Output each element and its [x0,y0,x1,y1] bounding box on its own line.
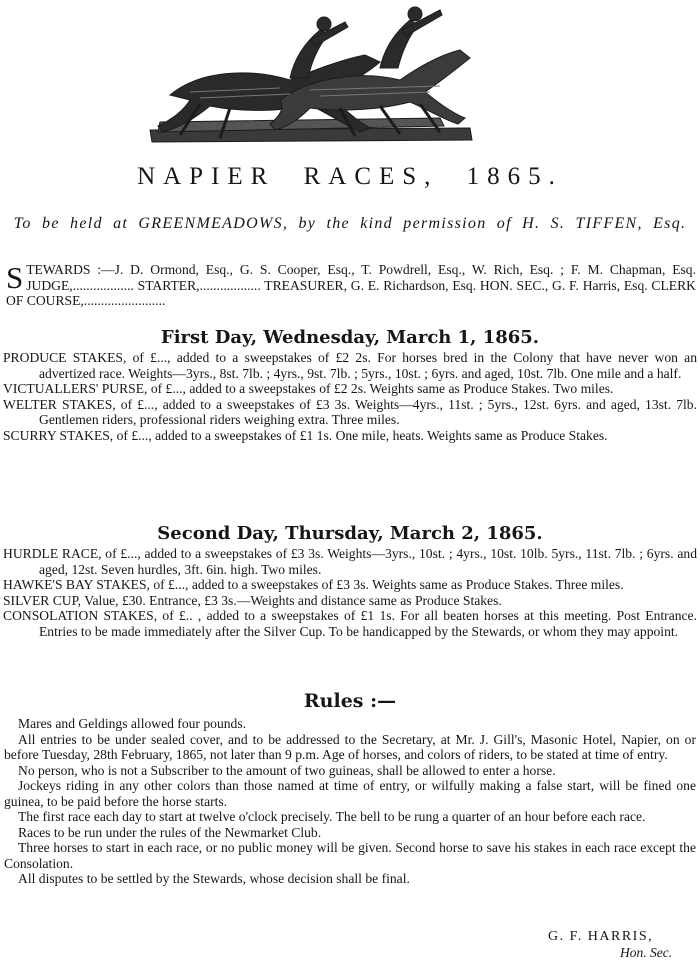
signature-title: Hon. Sec. [620,945,673,960]
first-day-events [3,350,697,443]
poster-subtitle: To be held at GREENMEADOWS, by the kind permission of H. S. TIFFEN, Esq. [13,215,687,232]
rule-item: Three horses to start in each race, or no public money will be given. Second horse to save his stakes in each race except the Consolation. [4,840,696,871]
event-entry: SILVER CUP, Value, £30. Entrance, £3 3s.—Weights and distance same as Produce Stakes. [3,592,502,608]
rule-item: All entries to be under sealed cover, and to be addressed to the Secretary, at Mr. J. Gill's, Masonic Hotel, Napier, on or before Tuesday, 28th February, 1865, not later than 9 p.m. Age of horses, and colors of riders, to be stated at time of entry. [4,731,696,762]
rule-item: Mares and Geldings allowed four pounds. [18,716,247,731]
rule-item: No person, who is not a Subscriber to the amount of two guineas, shall be allowed to enter a horse. [18,762,556,778]
rule-item: The first race each day to start at twelve o'clock precisely. The bell to be rung a quarter of an hour before each race. [18,809,646,824]
first-day-heading: First Day, Wednesday, March 1, 1865. [160,327,540,348]
signature-name: G. F. HARRIS, [548,929,654,944]
rules-heading: Rules :— [303,690,397,712]
event-entry: PRODUCE STAKES, of £..., added to a sweepstakes of £2 2s. For horses bred in the Colony that have never won an advertized race. Weights—3yrs., 8st. 7lb. ; 4yrs., 9st. 7lb. ; 5yrs., 10st. ; 6yrs. and aged, 10st. 7lb. One mile and a half. [3,350,697,381]
event-entry: SCURRY STAKES, of £..., added to a sweepstakes of £1 1s. One mile, heats. Weights same as Produce Stakes. [3,427,608,443]
event-entry: CONSOLATION STAKES, of £.. , added to a sweepstakes of £1 1s. For all beaten horses at this meeting. Post Entrance. Entries to be made immediately after the Silver Cup. To be handicapped by the Stewards, or whom they may appoint. [3,608,697,639]
rule-item: All disputes to be settled by the Stewards, whose decision shall be final. [18,871,410,886]
second-day-events [3,546,697,639]
rule-item: Jockeys riding in any other colors than those named at time of entry, or wilfully making a false start, will be fined one guinea, to be paid before the horse starts. [4,778,696,809]
stewards-text: TEWARDS :—J. D. Ormond, Esq., G. S. Cooper, Esq., T. Powdrell, Esq., W. Rich, Esq. ; F. M. Chapman, Esq. JUDGE,.................. STARTER,.................. TREASURER, G. E. Richardson, Esq. HON. SEC., G. F. Harris, Esq. CLERK OF COURSE,........................ [6,262,696,308]
rules-list [4,716,696,887]
horse-race-engraving [140,0,480,148]
event-entry: HURDLE RACE, of £..., added to a sweepstakes of £3 3s. Weights—3yrs., 10st. ; 4yrs., 10st. 10lb. 5yrs., 11st. 7lb. ; 6yrs. and aged, 12st. Seven hurdles, 3ft. 6in. high. Two miles. [3,546,697,577]
poster-title: NAPIER RACES, 1865. [137,163,563,190]
event-entry: VICTUALLERS' PURSE, of £..., added to a sweepstakes of £2 2s. Weights same as Produce Stakes. Two miles. [3,381,614,396]
stewards-paragraph [6,262,696,309]
second-day-heading: Second Day, Thursday, March 2, 1865. [157,523,543,544]
event-entry: WELTER STAKES, of £..., added to a sweepstakes of £3 3s. Weights—4yrs., 11st. ; 5yrs., 12st. 6yrs. and aged, 13st. 7lb. Gentlemen riders, professional riders weighing extra. Three miles. [3,396,697,427]
drop-cap: S [6,260,24,295]
event-entry: HAWKE'S BAY STAKES, of £..., added to a sweepstakes of £3 3s. Weights same as Produce Stakes. Three miles. [3,577,624,592]
rule-item: Races to be run under the rules of the Newmarket Club. [18,824,322,840]
